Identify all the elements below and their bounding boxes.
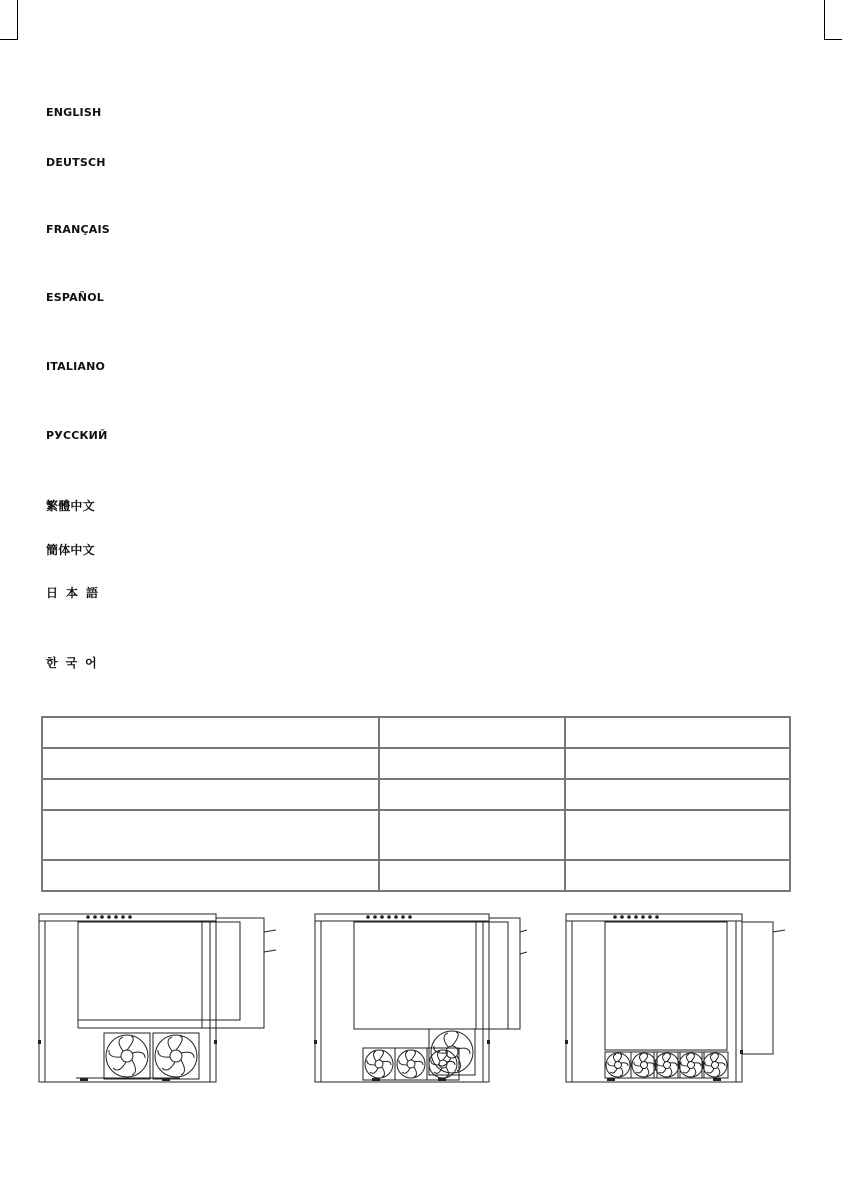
- table-cell: [42, 717, 379, 748]
- table-cell: [42, 860, 379, 891]
- fan-large-icon: [153, 1033, 199, 1079]
- screw-row: [86, 915, 132, 919]
- table-cell: [379, 860, 565, 891]
- fan-small-icon: [395, 1048, 427, 1080]
- table-cell: [565, 748, 790, 779]
- crop-mark-top-right-vertical: [824, 0, 825, 40]
- spec-table: [41, 716, 791, 892]
- lang-simplified-chinese: 簡体中文: [46, 543, 95, 557]
- crop-mark-top-left-horizontal: [0, 39, 18, 40]
- lang-italiano: ITALIANO: [46, 360, 106, 373]
- table-cell: [565, 717, 790, 748]
- table-cell: [42, 810, 379, 860]
- table-row: [42, 779, 790, 810]
- table-cell: [42, 779, 379, 810]
- lang-espanol: ESPAÑOL: [46, 291, 104, 304]
- fan-small-icon: [363, 1048, 395, 1080]
- screw-row: [366, 915, 412, 919]
- chassis-diagram-three-small-one-large-fan: [312, 910, 527, 1088]
- crop-mark-top-left-vertical: [17, 0, 18, 40]
- lang-japanese: 日本語: [46, 586, 107, 600]
- table-cell: [379, 748, 565, 779]
- crop-mark-top-right-horizontal: [824, 39, 842, 40]
- lang-russian: РУССКИЙ: [46, 429, 108, 442]
- lang-korean: 한국어: [46, 656, 105, 670]
- screw-row: [613, 915, 659, 919]
- table-row: [42, 748, 790, 779]
- table-cell: [565, 860, 790, 891]
- chassis-diagram-five-small-fans: [563, 910, 793, 1088]
- lang-traditional-chinese: 繁體中文: [46, 499, 95, 513]
- table-cell: [379, 779, 565, 810]
- fan-small-icon: [605, 1052, 631, 1078]
- chassis-diagram-two-large-fans: [36, 910, 276, 1088]
- table-cell: [565, 810, 790, 860]
- table-row: [42, 860, 790, 891]
- fan-small-icon: [678, 1052, 704, 1078]
- table-cell: [565, 779, 790, 810]
- table-row: [42, 810, 790, 860]
- lang-deutsch: DEUTSCH: [46, 156, 106, 169]
- lang-francais: FRANÇAIS: [46, 223, 110, 236]
- table-cell: [379, 717, 565, 748]
- fan-small-icon: [654, 1052, 680, 1078]
- table-cell: [379, 810, 565, 860]
- fan-small-icon: [702, 1052, 728, 1078]
- lang-english: ENGLISH: [46, 106, 102, 119]
- table-cell: [42, 748, 379, 779]
- fan-large-icon: [104, 1033, 150, 1079]
- table-row: [42, 717, 790, 748]
- fan-small-icon: [631, 1052, 657, 1078]
